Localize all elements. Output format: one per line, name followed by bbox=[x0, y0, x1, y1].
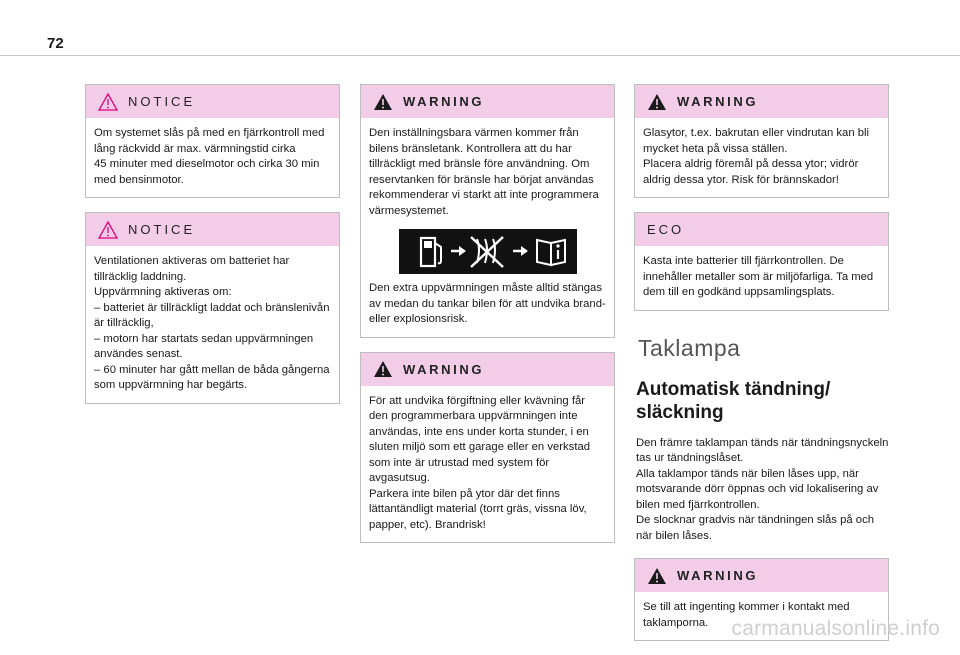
column-right bbox=[634, 84, 889, 655]
fuel-heater-pictogram bbox=[399, 229, 577, 274]
warning-header bbox=[361, 85, 614, 118]
notice-text: Ventilationen aktiveras om batteriet har tillräcklig laddning. Uppvärmning aktiveras om: – batteriet är tillräckligt laddat och bränslenivån är tillräcklig, – motorn har startats sedan uppvärmningen användes senast. – 60 minuter har gått mellan de båda gångerna som uppvärmning har begärts. bbox=[94, 255, 330, 391]
warning-text: Glasytor, t.ex. bakrutan eller vindrutan kan bli mycket heta på vissa ställen. Placera aldrig föremål på dessa ytor; vidrör aldrig dessa ytor. Risk för brännskador! bbox=[643, 127, 870, 186]
warning-text: För att undvika förgiftning eller kvävning får den programmerbara uppvärmningen inte användas, inte ens under korta stunder, i en sluten miljö som ett garage eller en verkstad som inte är utrustad med system för avgasutsug. Parkera inte bilen på ytor där det finns lättantändligt material (torrt gräs, vissna löv, papper, etc). Brandrisk! bbox=[369, 394, 591, 531]
notice-triangle-icon bbox=[98, 93, 118, 111]
warning-header bbox=[635, 559, 888, 592]
notice-header-label: NOTICE bbox=[128, 94, 196, 109]
notice-header-label: NOTICE bbox=[128, 222, 196, 237]
eco-header-label: ECO bbox=[647, 222, 685, 237]
notice-triangle-icon bbox=[98, 221, 118, 239]
body-paragraph: Den främre taklampan tänds när tändningsnyckeln tas ur tändningslåset. Alla taklampor tänds när bilen låses upp, när motsvarande dörr öppnas och vid lokalisering av bilen med fjärrkontrollen. De slocknar gradvis när tändningen slås på och när bilen låses. bbox=[636, 436, 889, 542]
notice-box bbox=[85, 212, 340, 404]
warning-triangle-icon bbox=[647, 93, 667, 111]
warning-box bbox=[360, 84, 615, 338]
warning-box bbox=[634, 84, 889, 198]
warning-text: Den inställningsbara värmen kommer från bilens bränsletank. Kontrollera att du har tillräckligt med bränsle före användning. Om reservtanken för bränsle har börjat användas rekommenderar vi starkt att inte programmera värmesystemet. bbox=[369, 127, 599, 217]
notice-header bbox=[86, 213, 339, 246]
column-left bbox=[85, 84, 340, 418]
warning-header-label: WARNING bbox=[677, 568, 759, 583]
warning-header-label: WARNING bbox=[403, 361, 485, 377]
subsection-title: Automatisk tändning/ släckning bbox=[636, 378, 831, 423]
eco-box bbox=[634, 212, 889, 311]
warning-header-label: WARNING bbox=[677, 94, 759, 109]
section-title: Taklampa bbox=[638, 334, 741, 361]
watermark: carmanualsonline.info bbox=[731, 617, 940, 640]
warning-text: Den extra uppvärmningen måste alltid stängas av medan du tankar bilen för att undvika brand- eller explosionsrisk. bbox=[369, 282, 606, 325]
warning-triangle-icon bbox=[647, 567, 667, 585]
notice-box bbox=[85, 84, 340, 198]
warning-triangle-icon bbox=[373, 360, 393, 378]
notice-text: Om systemet slås på med en fjärrkontroll med lång räckvidd är max. värmningstid cirka 45 minuter med dieselmotor och cirka 30 min med bensinmotor. bbox=[94, 127, 325, 186]
eco-header bbox=[635, 213, 888, 246]
warning-text: Se till att ingenting kommer i kontakt med taklamporna. bbox=[643, 601, 850, 629]
warning-triangle-icon bbox=[373, 93, 393, 111]
warning-header-label: WARNING bbox=[403, 94, 485, 109]
page-number: 72 bbox=[47, 35, 64, 52]
warning-header bbox=[361, 353, 614, 386]
warning-box bbox=[360, 352, 615, 544]
notice-header bbox=[86, 85, 339, 118]
eco-text: Kasta inte batterier till fjärrkontrollen. De innehåller metaller som är miljöfarliga. Ta med dem till en godkänd uppsamlingsplats. bbox=[643, 255, 874, 298]
warning-header bbox=[635, 85, 888, 118]
header-rule bbox=[0, 55, 960, 56]
column-middle bbox=[360, 84, 615, 557]
